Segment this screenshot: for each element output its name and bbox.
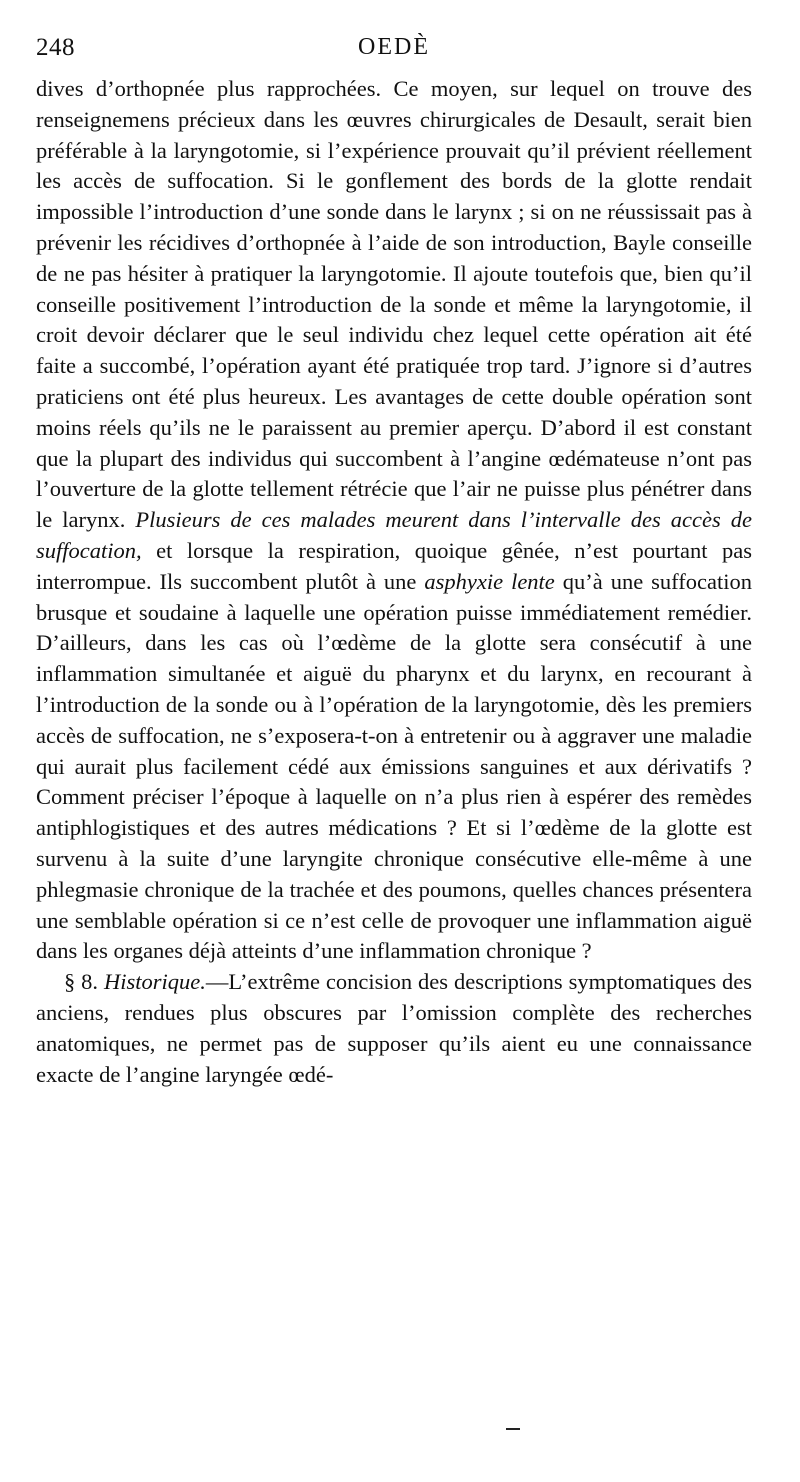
paragraph-text: et lorsque la respiration, quoique gênée, n’est pourtant pas interrompue. Ils succombent plutôt à une [36, 537, 752, 594]
page-header [36, 30, 752, 74]
paragraph-text: dives d’orthopnée plus rapprochées. Ce moyen, sur lequel on trouve des renseignemens précieux dans les œuvres chirurgicales de Desault, serait bien préférable à la laryngotomie, si l’expérience prouvait qu’il prévient réellement les accès de suffocation. Si le gonflement des bords de la glotte rendait impossible l’introduction d’une sonde dans le larynx ; si on ne réussissait pas à prévenir les récidives d’orthopnée à l’aide de son introduction, Bayle conseille de ne pas hésiter à pratiquer la laryngotomie. Il ajoute toutefois que, bien qu’il conseille positivement l’introduction de la sonde et même la laryngotomie, il croit devoir déclarer que le seul individu chez lequel cette opération ait été faite a succombé, l’opération ayant été pratiquée trop tard. J’ignore si d’autres praticiens ont été plus heureux. Les avantages de cette double opération sont moins réels qu’ils ne le paraissent au premier aperçu. D’abord il est constant que la plupart des individus qui succombent à l’angine œdémateuse n’ont pas l’ouverture de la glotte tellement rétrécie que l’air ne puisse plus pénétrer dans le larynx. [36, 76, 752, 533]
page-footer-mark [506, 1428, 520, 1430]
italic-phrase-asphyxie: asphyxie lente [424, 568, 555, 594]
section-heading-historique: Historique. [103, 969, 206, 995]
paragraph-text: qu’à une suffocation brusque et soudaine à laquelle une opération puisse immédiatement remédier. D’ailleurs, dans les cas où l’œdème de la glotte sera consécutif à une inflammation simultanée et aiguë du pharynx et du larynx, en recourant à l’introduction de la sonde ou à l’opération de la laryngotomie, dès les premiers accès de suffocation, ne s’exposera-t-on à entretenir ou à aggraver une maladie qui aurait plus facilement cédé aux émissions sanguines et aux dérivatifs ? Comment préciser l’époque à laquelle on n’a plus rien à espérer des remèdes antiphlogistiques et des autres médications ? Et si l’œdème de la glotte est survenu à la suite d’une laryngite chronique consécutive elle-même à une phlegmasie chronique de la trachée et des poumons, quelles chances présentera une semblable opération si ce n’est celle de provoquer une inflammation aiguë dans les organes déjà atteints d’une inflammation chronique ? [36, 568, 752, 964]
page-number: 248 [36, 34, 75, 61]
book-page [36, 30, 752, 1090]
paragraph-text: —L’extrême concision des descriptions symptomatiques des anciens, rendues plus obscures par l’omission complète des recherches anatomiques, ne permet pas de supposer qu’ils aient eu une connaissance exacte de l’angine laryngée œdé- [36, 969, 753, 1087]
running-head: OEDÈ [358, 34, 430, 60]
italic-phrase-intervalle: Plusieurs de ces malades meurent dans l’intervalle des accès de suffocation, [36, 507, 752, 563]
paragraph-continuation [36, 74, 752, 967]
section-number: § 8. [64, 969, 104, 995]
paragraph-historique [36, 967, 752, 1090]
